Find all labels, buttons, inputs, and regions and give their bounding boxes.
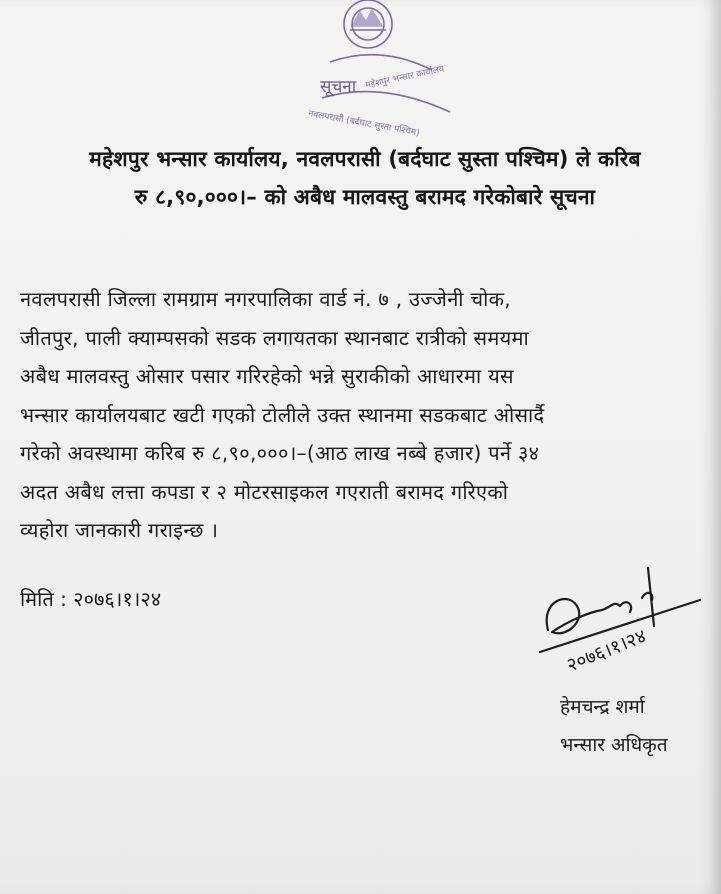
notice-date: मिति : २०७६।१।२४ xyxy=(20,587,162,611)
notice-heading xyxy=(20,140,710,216)
signature-date: २०७६।१।२४ xyxy=(563,624,650,677)
handwritten-signature xyxy=(530,560,720,695)
body-line: अबैध मालवस्तु ओसार पसार गरिरहेको भन्ने सुराकीको आधारमा यस xyxy=(20,364,514,388)
body-line: अदत अबैध लत्ता कपडा र २ मोटरसाइकल गएराती बरामद गरिएको xyxy=(20,479,509,504)
signer-block xyxy=(560,688,720,764)
heading-line: महेशपुर भन्सार कार्यालय, नवलपरासी (बर्दघाट सुस्ता पश्चिम) ले करिब xyxy=(89,147,641,171)
notice-body xyxy=(20,280,710,550)
body-line: गरेको अवस्थामा करिब रु ८,९०,०००।–(आठ लाख नब्बे हजार) पर्ने ३४ xyxy=(20,441,540,465)
signer-title: भन्सार अधिकृत xyxy=(560,734,668,756)
stamp-location-text: नवलपरासी (बर्दघाट सुस्ता पश्चिम) xyxy=(307,109,421,139)
body-line: भन्सार कार्यालयबाट खटी गएको टोलीले उक्त स्थानमा सडकबाट ओसार्दै xyxy=(20,402,545,427)
heading-line: रु ८,९०,०००।– को अबैध मालवस्तु बरामद गरेकोबारे सूचना xyxy=(134,185,596,209)
customs-office-stamp xyxy=(300,0,460,140)
stamp-label: सूचना xyxy=(320,77,357,97)
body-line: जीतपुर, पाली क्याम्पसको सडक लगायतका स्थानबाट रात्रीको समयमा xyxy=(20,325,529,350)
body-line: नवलपरासी जिल्ला रामग्राम नगरपालिका वार्ड नं. ७ , उज्जेनी चोक, xyxy=(20,287,511,311)
signer-name: हेमचन्द्र शर्मा xyxy=(560,696,645,718)
stamp-office-text: महेशपुर भन्सार कार्यालय xyxy=(364,64,446,91)
body-line: व्यहोरा जानकारी गराइन्छ । xyxy=(20,518,219,542)
